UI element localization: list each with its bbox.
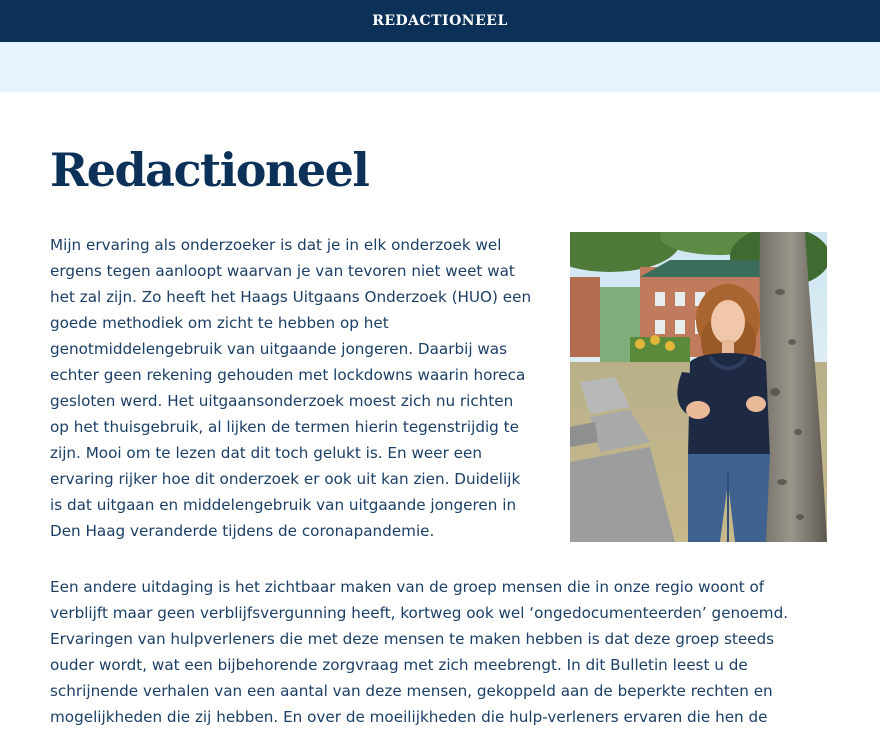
paragraph-line: ervaring rijker hoe dit onderzoek er ook uit kan zien. Duidelijk <box>50 470 521 488</box>
header-title: REDACTIONEEL <box>372 13 508 29</box>
paragraph-line: goede methodiek om zicht te hebben op het <box>50 314 389 332</box>
page-title: Redactioneel <box>50 143 369 197</box>
article-paragraph-2 <box>50 574 830 730</box>
paragraph-line: ouder wordt, wat een bijbehorende zorgvraag met zich meebrengt. In dit Bulletin leest u de <box>50 656 748 674</box>
paragraph-line: echter geen rekening gehouden met lockdowns waarin horeca <box>50 366 526 384</box>
sub-header-band <box>0 42 880 92</box>
paragraph-line: genotmiddelengebruik van uitgaande jongeren. Daarbij was <box>50 340 508 358</box>
paragraph-line: Ervaringen van hulpverleners die met deze mensen te maken hebben is dat deze groep steeds <box>50 630 775 648</box>
paragraph-line: het zal zijn. Zo heeft het Haags Uitgaans Onderzoek (HUO) een <box>50 288 532 306</box>
top-header-bar <box>0 0 880 42</box>
article-paragraph-1 <box>50 232 542 544</box>
paragraph-line: Mijn ervaring als onderzoeker is dat je in elk onderzoek wel <box>50 236 502 254</box>
paragraph-line: zijn. Mooi om te lezen dat dit toch gelukt is. En weer een <box>50 444 482 462</box>
paragraph-line: op het thuisgebruik, al lijken de termen hierin tegenstrijdig te <box>50 418 519 436</box>
paragraph-line: schrijnende verhalen van een aantal van deze mensen, gekoppeld aan de beperkte rechten en <box>50 682 773 700</box>
paragraph-line: is dat uitgaan en middelengebruik van uitgaande jongeren in <box>50 496 517 514</box>
portrait-photo-icon <box>570 232 827 542</box>
paragraph-line: verblijft maar geen verblijfsvergunning heeft, kortweg ook wel ‘ongedocumenteerden’ genoemd. <box>50 604 789 622</box>
paragraph-line: gesloten werd. Het uitgaansonderzoek moest zich nu richten <box>50 392 514 410</box>
paragraph-line: mogelijkheden die zij hebben. En over de moeilijkheden die hulp-verleners ervaren die hen de <box>50 708 768 726</box>
author-portrait-photo <box>570 232 827 542</box>
paragraph-line: Een andere uitdaging is het zichtbaar maken van de groep mensen die in onze regio woont of <box>50 578 765 596</box>
paragraph-line: Den Haag veranderde tijdens de coronapandemie. <box>50 522 435 540</box>
paragraph-line: ergens tegen aanloopt waarvan je van tevoren niet weet wat <box>50 262 515 280</box>
